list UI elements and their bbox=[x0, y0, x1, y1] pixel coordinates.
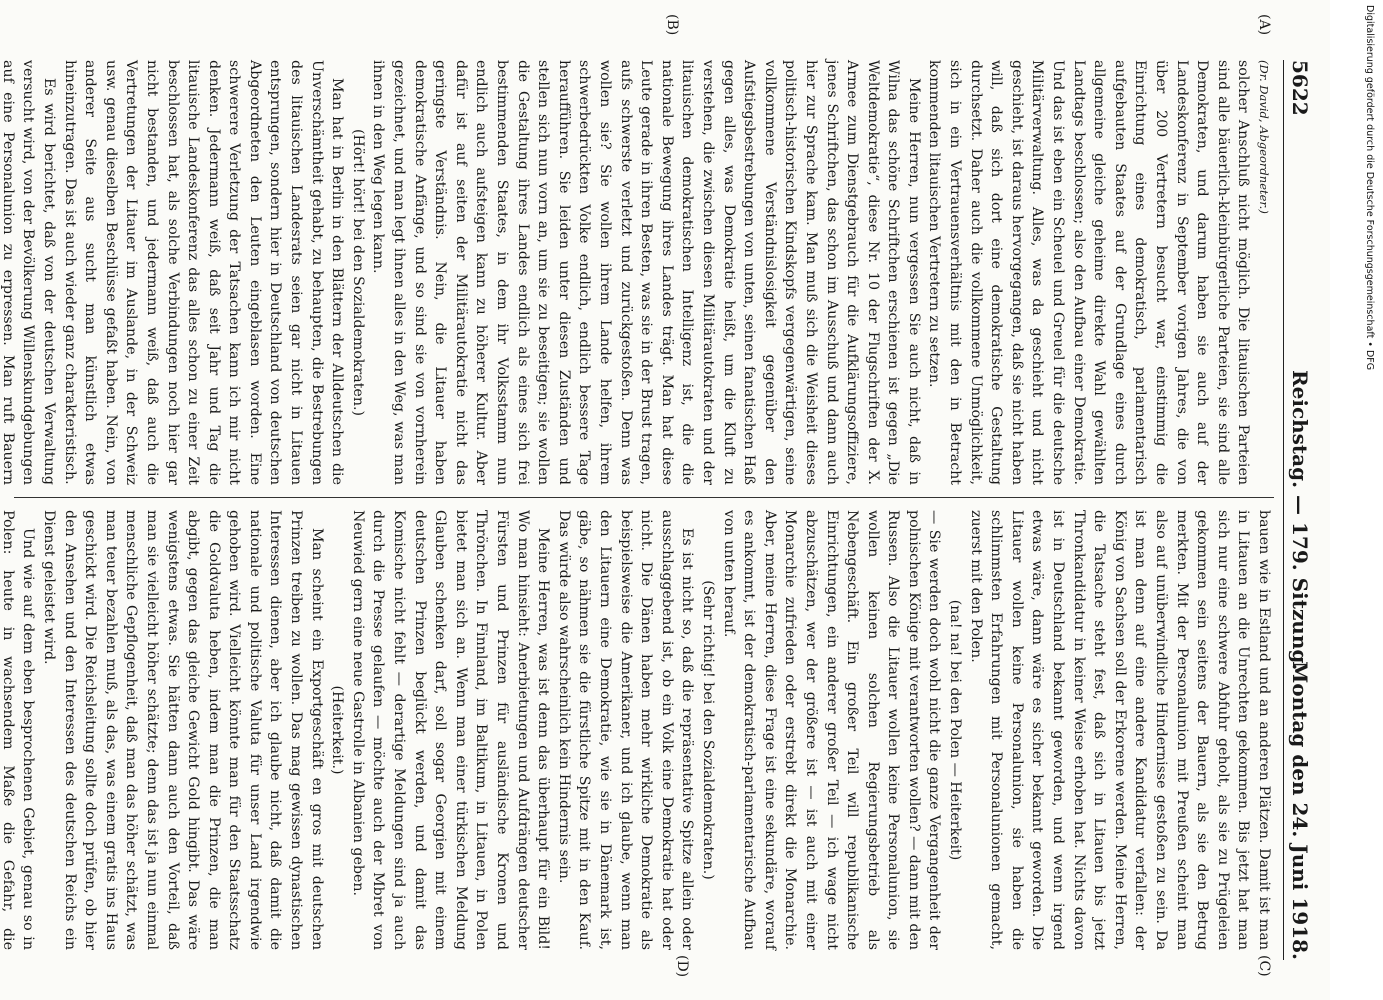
margin-marker-c: (C) bbox=[1256, 955, 1272, 977]
paragraph: Man scheint ein Exportgeschäft en gros mit deutschen Prinzen treiben zu wollen. Das mag gewissen dynastischen Interessen dienen, aber ich glaube nicht, daß damit die nationale und politische Valuta für unser Land irgendwie gehoben wird. Vielleicht könnte man für den Staatsschatz die Goldvaluta heben, indem man die Prinzen, die man abgibt, gegen das gleiche Gewicht Gold hingibt. Das wäre wenigstens etwas. Sie hätten dann auch den Vorteil, daß man sie vielleicht höher schätzte; denn das ist ja nun einmal menschliche Gepflogenheit, daß man das höher schätzt, was man teuer bezahlen muß, als das, was einem gratis ins Haus geschickt wird. Die Reichsleitung sollte doch prüfen, ob hier den Ansehen und den Interessen des deutschen Reichs ein Dienst geleistet wird. bbox=[40, 510, 325, 950]
right-column bbox=[0, 510, 1274, 950]
session-title: Reichstag. — 179. Sitzung. bbox=[1288, 370, 1312, 671]
paragraph: (Dr. David, Abgeordneter.) bbox=[1257, 60, 1271, 214]
paragraph: solcher Anschluß nicht möglich. Die litauischen Parteien sind alle bäuerlich-kleinbürgerliche Parteien, sie sind alle Demokraten, und darum haben sie auch auf der Landeskonferenz in September vorigen Jahres, die von über 200 Vertretern besucht war, einstimmig die Einrichtung eines demokratisch, parlamentarisch aufgebauten Staates auf der Grundlage eines durch allgemeine gleiche geheime direkte Wahl gewählten Landtags beschlossen; also den Aufbau einer Demokratie. Und das ist eben ein Scheuel und Greuel für die deutsche Militärverwaltung. Alles, was da geschieht und nicht geschieht, ist daraus hervorgegangen, daß sie nicht haben will, daß sich dort eine demokratische Gestaltung durchsetzt. Daher auch die vollkommene Unmöglichkeit, sich in ein Vertrauensverhältnis mit den in Betracht kommenden litauischen Vertretern zu setzen. bbox=[926, 60, 1252, 485]
margin-marker-b: (B) bbox=[664, 14, 680, 36]
paragraph: (Hört! hört! bei den Sozialdemokraten.) bbox=[349, 128, 366, 417]
paragraph: (Heiterkeit.) bbox=[329, 685, 346, 775]
session-date: Montag den 24. Juni 1918. bbox=[1288, 661, 1312, 960]
paragraph: Man hat in Berlin in den Blättern der Alldeutschen die Unverschämtheit gehabt, zu behaupten, die Bestrebungen des litauischen Landesrats seien gar nicht in Litauen entsprungen, sondern hier in Deutschland von deutschen Abgeordneten den Leuten eingeblasen worden. Eine schwerere Verletzung der Tatsachen kann ich mir nicht denken. Jedermann weiß, daß seit Jahr und Tag die litauische Landeskonferenz das alles schon zu einer Zeit beschlossen hat, als solche Verbindungen noch hier gar nicht bestanden, und jedermann weiß, daß auch die Vertretungen der Litauer im Auslande, in der Schweiz usw. genau dieselben Beschlüsse gefaßt haben. Nein, von anderer Seite aus sucht man künstlich etwas hineinzutragen. Das ist auch wieder ganz charakteristisch. bbox=[61, 60, 346, 485]
column-divider bbox=[14, 497, 1274, 498]
paragraph: Meine Herren, nun vergessen Sie auch nicht, daß in Wilna das schöne Schriftchen erschienen ist gegen „Die Weltdemokratie“, diese Nr. 10 der Flugschriften der X. Armee zum Dienstgebrauch für die Aufklärungsoffiziere, jenes Schriftchen, das schon im Ausschuß und dann auch hier zur Sprache kam. Man muß sich die Weisheit dieses politisch-historischen Kindskopfs vergegenwärtigen, seine vollkommene Verständnislosigkeit gegenüber den Aufstiegsbestrebungen von unten, seinen fanatischen Haß gegen alles, was Demokratie heißt, um die Kluft zu verstehen, die zwischen diesen Militärautokraten und der litauischen demokratischen Intelligenz ist, die die nationale Bewegung ihres Landes trägt. Man hat diese Leute gerade in ihren Besten, was sie in der Brust tragen, aufs schwerste verletzt und zurückgestoßen. Denn was wollen sie? Sie wollen ihrem Lande helfen, ihrem schwerbedrückten Volke endlich, endlich bessere Tage heraufführen. Sie leiden unter diesen Zuständen und stellen sich nun vorn an, um sie zu beseitigen; sie wollen die Gestaltung ihres Landes endlich als eines sich frei bestimmenden Staates, in dem ihr Volksstamm nun endlich auch aufsteigen kann zu höherer Kultur. Aber dafür ist auf seiten der Militärautokratie nicht das geringste Verständnis. Nein, die Litauer haben demokratische Anfänge, und so sind sie von vornherein gezeichnet, und man legt ihnen alles in den Weg, was man ihnen in den Weg legen kann. bbox=[370, 60, 922, 485]
paragraph: (na! na! bei den Polen — Heiterkeit) bbox=[947, 599, 964, 861]
paragraph: Es wird berichtet, daß von der deutschen Verwaltung versucht wird, von der Bevölkerung Willenskundgebungen auf eine Personalunion zu erpressen. Man ruft Bauern bbox=[0, 60, 57, 485]
credit-text: Digitalisierung gefördert durch die Deutsche Forschungsgemeinschaft • DFG bbox=[1364, 5, 1375, 371]
page-number: 5622 bbox=[1288, 60, 1312, 116]
paragraph: — Sie werden doch wohl nicht die ganze Vergangenheit der polnischen Könige mit verantworten wollen? — dann mit den Russen. Also die Litauer wollen keine Personalunion, sie wollen keinen solchen Regierungsbetrieb als Nebengeschäft. Ein großer Teil will republikanische Einrichtungen, ein anderer großer Teil — ich wage nicht abzuschätzen, wer der größere ist — ist auch mit einer Monarchie zufrieden oder erstrebt direkt die Monarchie. Aber, meine Herren, diese Frage ist eine sekundäre, worauf es ankommt, ist der demokratisch-parlamentarische Aufbau von unten herauf. bbox=[720, 510, 943, 950]
paragraph: Es ist nicht so, daß die repräsentative Spitze allein oder ausschlaggebend ist, ob ein Volk eine Demokratie hat oder nicht. Die Dänen haben mehr wirkliche Demokratie als beispielsweise die Amerikaner, und ich glaube, wenn man den Litauern eine Demokratie, wie sie in Dänemark ist, gäbe, so nähmen sie die fürstliche Spitze mit in den Kauf. Das würde also wahrscheinlich kein Hindernis sein. bbox=[555, 510, 696, 950]
margin-marker-a: (A) bbox=[1256, 14, 1272, 36]
left-column bbox=[0, 60, 1274, 485]
paragraph: Und wie auf dem eben besprochenen Gebiet, genau so in Polen: heute in wachsendem Maße die Gefahr, die bbox=[0, 510, 37, 950]
paragraph: Meine Herren, was ist denn das überhaupt für ein Bild! Wo man hinsieht: Anerbietungen und Aufdrängen deutscher Fürsten und Prinzen für ausländische Kronen und Thrönchen. In Finnland, im Baltikum, in Litauen, in Polen bietet man sich an. Wenn man einer türkischen Meldung Glauben schenken darf, soll sogar Georgien mit einem deutschen Prinzen beglückt werden, und damit das Komische nicht fehlt — derartige Meldungen sind ja auch durch die Presse gelaufen — möchte auch der Mbret von Neuwied gern eine neue Gastrolle in Albanien geben. bbox=[349, 510, 552, 950]
paragraph: (Sehr richtig! bei den Sozialdemokraten.) bbox=[699, 580, 716, 880]
page-header bbox=[1283, 60, 1314, 960]
digitization-credit bbox=[1355, 5, 1383, 995]
paragraph: bauen wie in Estland und an anderen Plätzen. Damit ist man in Litauen an die Unrechten gekommen. Bis jetzt hat man sich nur eine schwere Abfuhr geholt, als sie zu Prügeleien gekommen sein seitens der Bauern, als sie den Betrug merkten. Mit der Personalunion mit Preußen scheint man also auf unüberwindliche Hindernisse gestoßen zu sein. Da ist man denn auf eine andere Kandidatur verfallen: der König von Sachsen soll der Erkorene werden. Meine Herren, die Tatsache steht fest, daß sich in Litauen bis jetzt Thronkandidatur in keiner Weise erhoben hat. Nichts davon ist in Deutschland bekannt geworden, und wenn irgend etwas wäre, dann wäre es sicher bekannt geworden. Die Litauer wollen keine Personalunion, sie haben die schlimmsten Erfahrungen mit Personalunionen gemacht, zuerst mit den Polen. bbox=[967, 510, 1272, 950]
margin-marker-d: (D) bbox=[674, 955, 690, 978]
